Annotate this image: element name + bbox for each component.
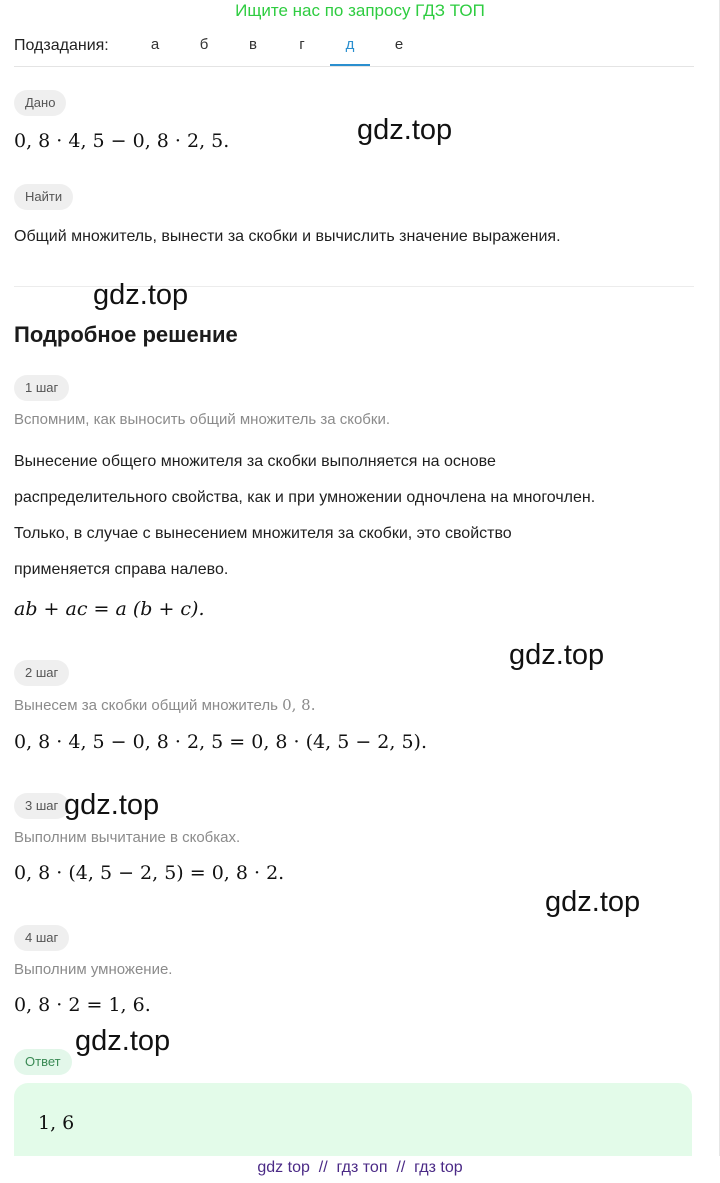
step-2-formula: 0, 8 · 4, 5 − 0, 8 · 2, 5 = 0, 8 · (4, 5 − 2, 5). [14,731,428,753]
step-4-hint: Выполним умножение. [14,961,173,978]
tab-g[interactable]: г [299,36,305,53]
find-text: Общий множитель, вынести за скобки и вычислить значение выражения. [14,228,561,245]
step-1-line-4: применяется справа налево. [14,561,229,578]
step-1-pill: 1 шаг [14,375,69,401]
step-1-line-1: Вынесение общего множителя за скобки выполняется на основе [14,453,496,470]
step-3-formula: 0, 8 · (4, 5 − 2, 5) = 0, 8 · 2. [14,862,285,884]
tab-a[interactable]: а [150,36,160,53]
watermark: gdz.top [93,279,189,311]
step-1-line-2: распределительного свойства, как и при умножении одночлена на многочлен. [14,489,596,506]
step-2-hint-math: 0, 8. [282,696,316,714]
step-4-pill: 4 шаг [14,925,69,951]
step-3-hint: Выполним вычитание в скобках. [14,829,241,846]
step-2-hint-line [14,696,315,714]
step-1-formula: ab + ac = a (b + c). [14,598,205,620]
answer-box [14,1083,692,1157]
watermark: gdz.top [64,789,160,821]
step-1-line-3: Только, в случае с вынесением множителя за скобки, это свойство [14,525,512,542]
watermark: gdz.top [75,1025,171,1057]
tab-e[interactable]: е [394,36,404,53]
step-2-hint: Вынесем за скобки общий множитель [14,697,278,714]
answer-value: 1, 6 [38,1112,75,1134]
step-1-paragraph [14,444,704,588]
tab-d[interactable]: д [330,36,370,66]
step-4-formula: 0, 8 · 2 = 1, 6. [14,994,151,1016]
subtasks-bar [14,36,694,67]
step-3-pill: 3 шаг [14,793,69,819]
watermark: gdz.top [509,639,605,671]
solution-title: Подробное решение [14,322,238,347]
given-pill: Дано [14,90,66,116]
tab-v[interactable]: в [249,36,257,53]
find-pill: Найти [14,184,73,210]
watermark: gdz.top [545,886,641,918]
answer-pill: Ответ [14,1049,72,1075]
tab-b[interactable]: б [199,36,209,53]
given-expression: 0, 8 · 4, 5 − 0, 8 · 2, 5. [14,130,230,152]
watermark: gdz.top [357,114,453,146]
step-1-hint: Вспомним, как выносить общий множитель за скобки. [14,411,390,428]
subtasks-label: Подзадания: [14,37,109,54]
step-2-pill: 2 шаг [14,660,69,686]
promo-banner: Ищите нас по запросу ГДЗ ТОП [235,1,485,20]
footer-links[interactable]: gdz top // гдз топ // гдз top [0,1156,720,1183]
